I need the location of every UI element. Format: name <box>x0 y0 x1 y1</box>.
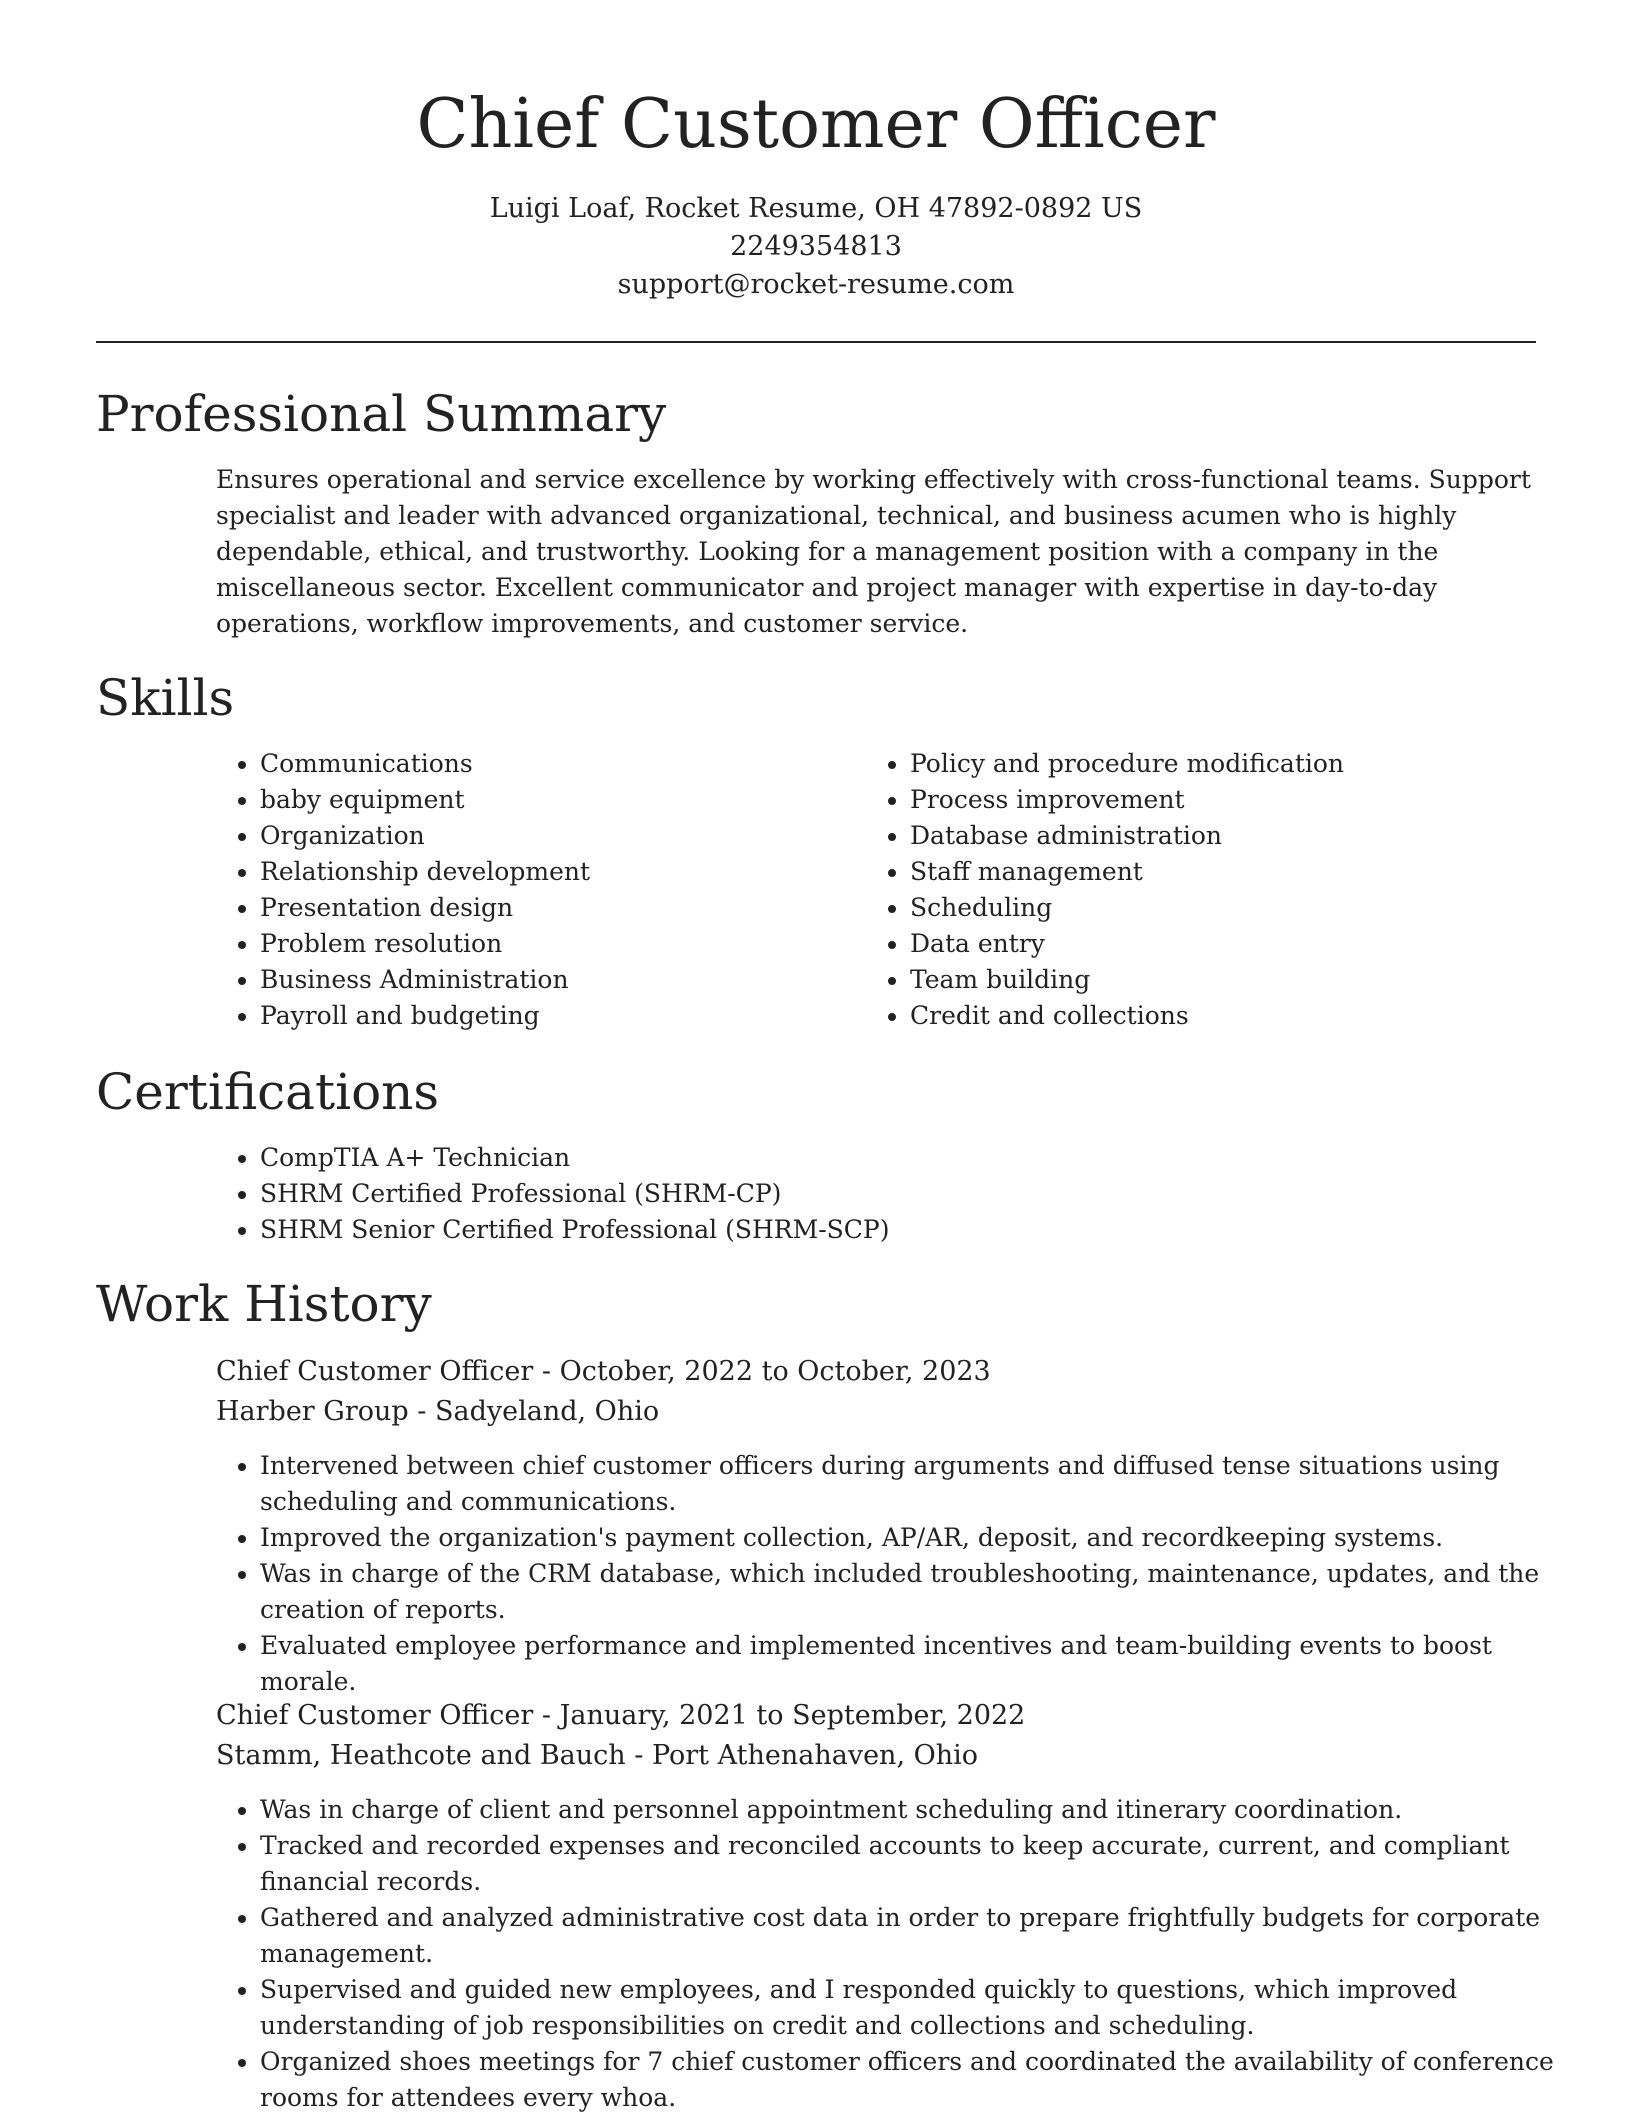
job-bullet: • Gathered and analyzed administrative cost data in order to prepare frightfully budgets for corporate management. <box>260 1900 1580 1972</box>
certification-item: • SHRM Certified Professional (SHRM-CP) <box>260 1176 1580 1212</box>
job-bullet: • Was in charge of the CRM database, which included troubleshooting, maintenance, updates, and the creation of reports. <box>260 1556 1580 1628</box>
skills-list-right <box>866 746 1580 1034</box>
contact-address: Luigi Loaf, Rocket Resume, OH 47892-0892 US <box>489 193 1143 224</box>
skill-item: • Payroll and budgeting <box>260 998 860 1034</box>
skills-list-left <box>216 746 860 1034</box>
job-bullet: • Was in charge of client and personnel appointment scheduling and itinerary coordination. <box>260 1792 1580 1828</box>
contact-email: support@rocket-resume.com <box>617 269 1015 300</box>
skill-item: • Business Administration <box>260 962 860 998</box>
job-location: - Port Athenahaven, Ohio <box>625 1740 979 1771</box>
job-bullet: • Intervened between chief customer officers during arguments and diffused tense situations using scheduling and communications. <box>260 1448 1580 1520</box>
skill-item: • Policy and procedure modification <box>910 746 1580 782</box>
job-company-line <box>216 1392 659 1432</box>
skill-item: • Problem resolution <box>260 926 860 962</box>
job-bullet: • Supervised and guided new employees, and I responded quickly to questions, which improved understanding of job responsibilities on credit and collections and scheduling. <box>260 1972 1580 2044</box>
header-divider <box>96 341 1536 343</box>
job-location: - Sadyeland, Ohio <box>408 1396 660 1427</box>
job-title: Chief Customer Officer <box>216 1700 534 1731</box>
skill-item: • baby equipment <box>260 782 860 818</box>
certification-item: • SHRM Senior Certified Professional (SHRM-SCP) <box>260 1212 1580 1248</box>
job-bullet: • Evaluated employee performance and implemented incentives and team-building events to boost morale. <box>260 1628 1580 1700</box>
section-heading-work-history: Work History <box>96 1275 432 1333</box>
skill-item: • Staff management <box>910 854 1580 890</box>
job-company: Stamm, Heathcote and Bauch <box>216 1740 626 1771</box>
skill-item: • Team building <box>910 962 1580 998</box>
job-bullet: • Improved the organization's payment collection, AP/AR, deposit, and recordkeeping systems. <box>260 1520 1580 1556</box>
section-heading-certifications: Certifications <box>96 1063 440 1121</box>
skill-item: • Communications <box>260 746 860 782</box>
job-title-line <box>216 1352 991 1392</box>
section-heading-skills: Skills <box>96 669 235 727</box>
job-company: Harber Group <box>216 1396 409 1427</box>
resume-title: Chief Customer Officer <box>416 85 1216 164</box>
skill-item: • Process improvement <box>910 782 1580 818</box>
job-dates: - January, 2021 to September, 2022 <box>533 1700 1026 1731</box>
job-bullets <box>216 1448 1580 1700</box>
summary-text: Ensures operational and service excellence by working effectively with cross-functional teams. Support specialist and leader with advanced organizational, technical, and business acumen who is highly dependable, ethical, and trustworthy. Looking for a management position with a company in the miscellaneous sector. Excellent communicator and project manager with expertise in day-to-day operations, workflow improvements, and customer service. <box>216 465 1531 638</box>
contact-phone: 2249354813 <box>730 231 902 262</box>
job-title: Chief Customer Officer <box>216 1356 534 1387</box>
skill-item: • Database administration <box>910 818 1580 854</box>
skill-item: • Organization <box>260 818 860 854</box>
job-bullet: • Tracked and recorded expenses and reconciled accounts to keep accurate, current, and compliant financial records. <box>260 1828 1580 1900</box>
job-title-line <box>216 1696 1025 1736</box>
skill-item: • Relationship development <box>260 854 860 890</box>
section-heading-summary: Professional Summary <box>96 385 667 443</box>
job-dates: - October, 2022 to October, 2023 <box>533 1356 991 1387</box>
job-bullet: • Organized shoes meetings for 7 chief customer officers and coordinated the availability of conference rooms for attendees every whoa. <box>260 2044 1580 2116</box>
skill-item: • Credit and collections <box>910 998 1580 1034</box>
job-company-line <box>216 1736 978 1776</box>
job-bullets <box>216 1792 1580 2116</box>
skill-item: • Presentation design <box>260 890 860 926</box>
skill-item: • Data entry <box>910 926 1580 962</box>
certifications-list <box>216 1140 1580 1248</box>
certification-item: • CompTIA A+ Technician <box>260 1140 1580 1176</box>
skill-item: • Scheduling <box>910 890 1580 926</box>
